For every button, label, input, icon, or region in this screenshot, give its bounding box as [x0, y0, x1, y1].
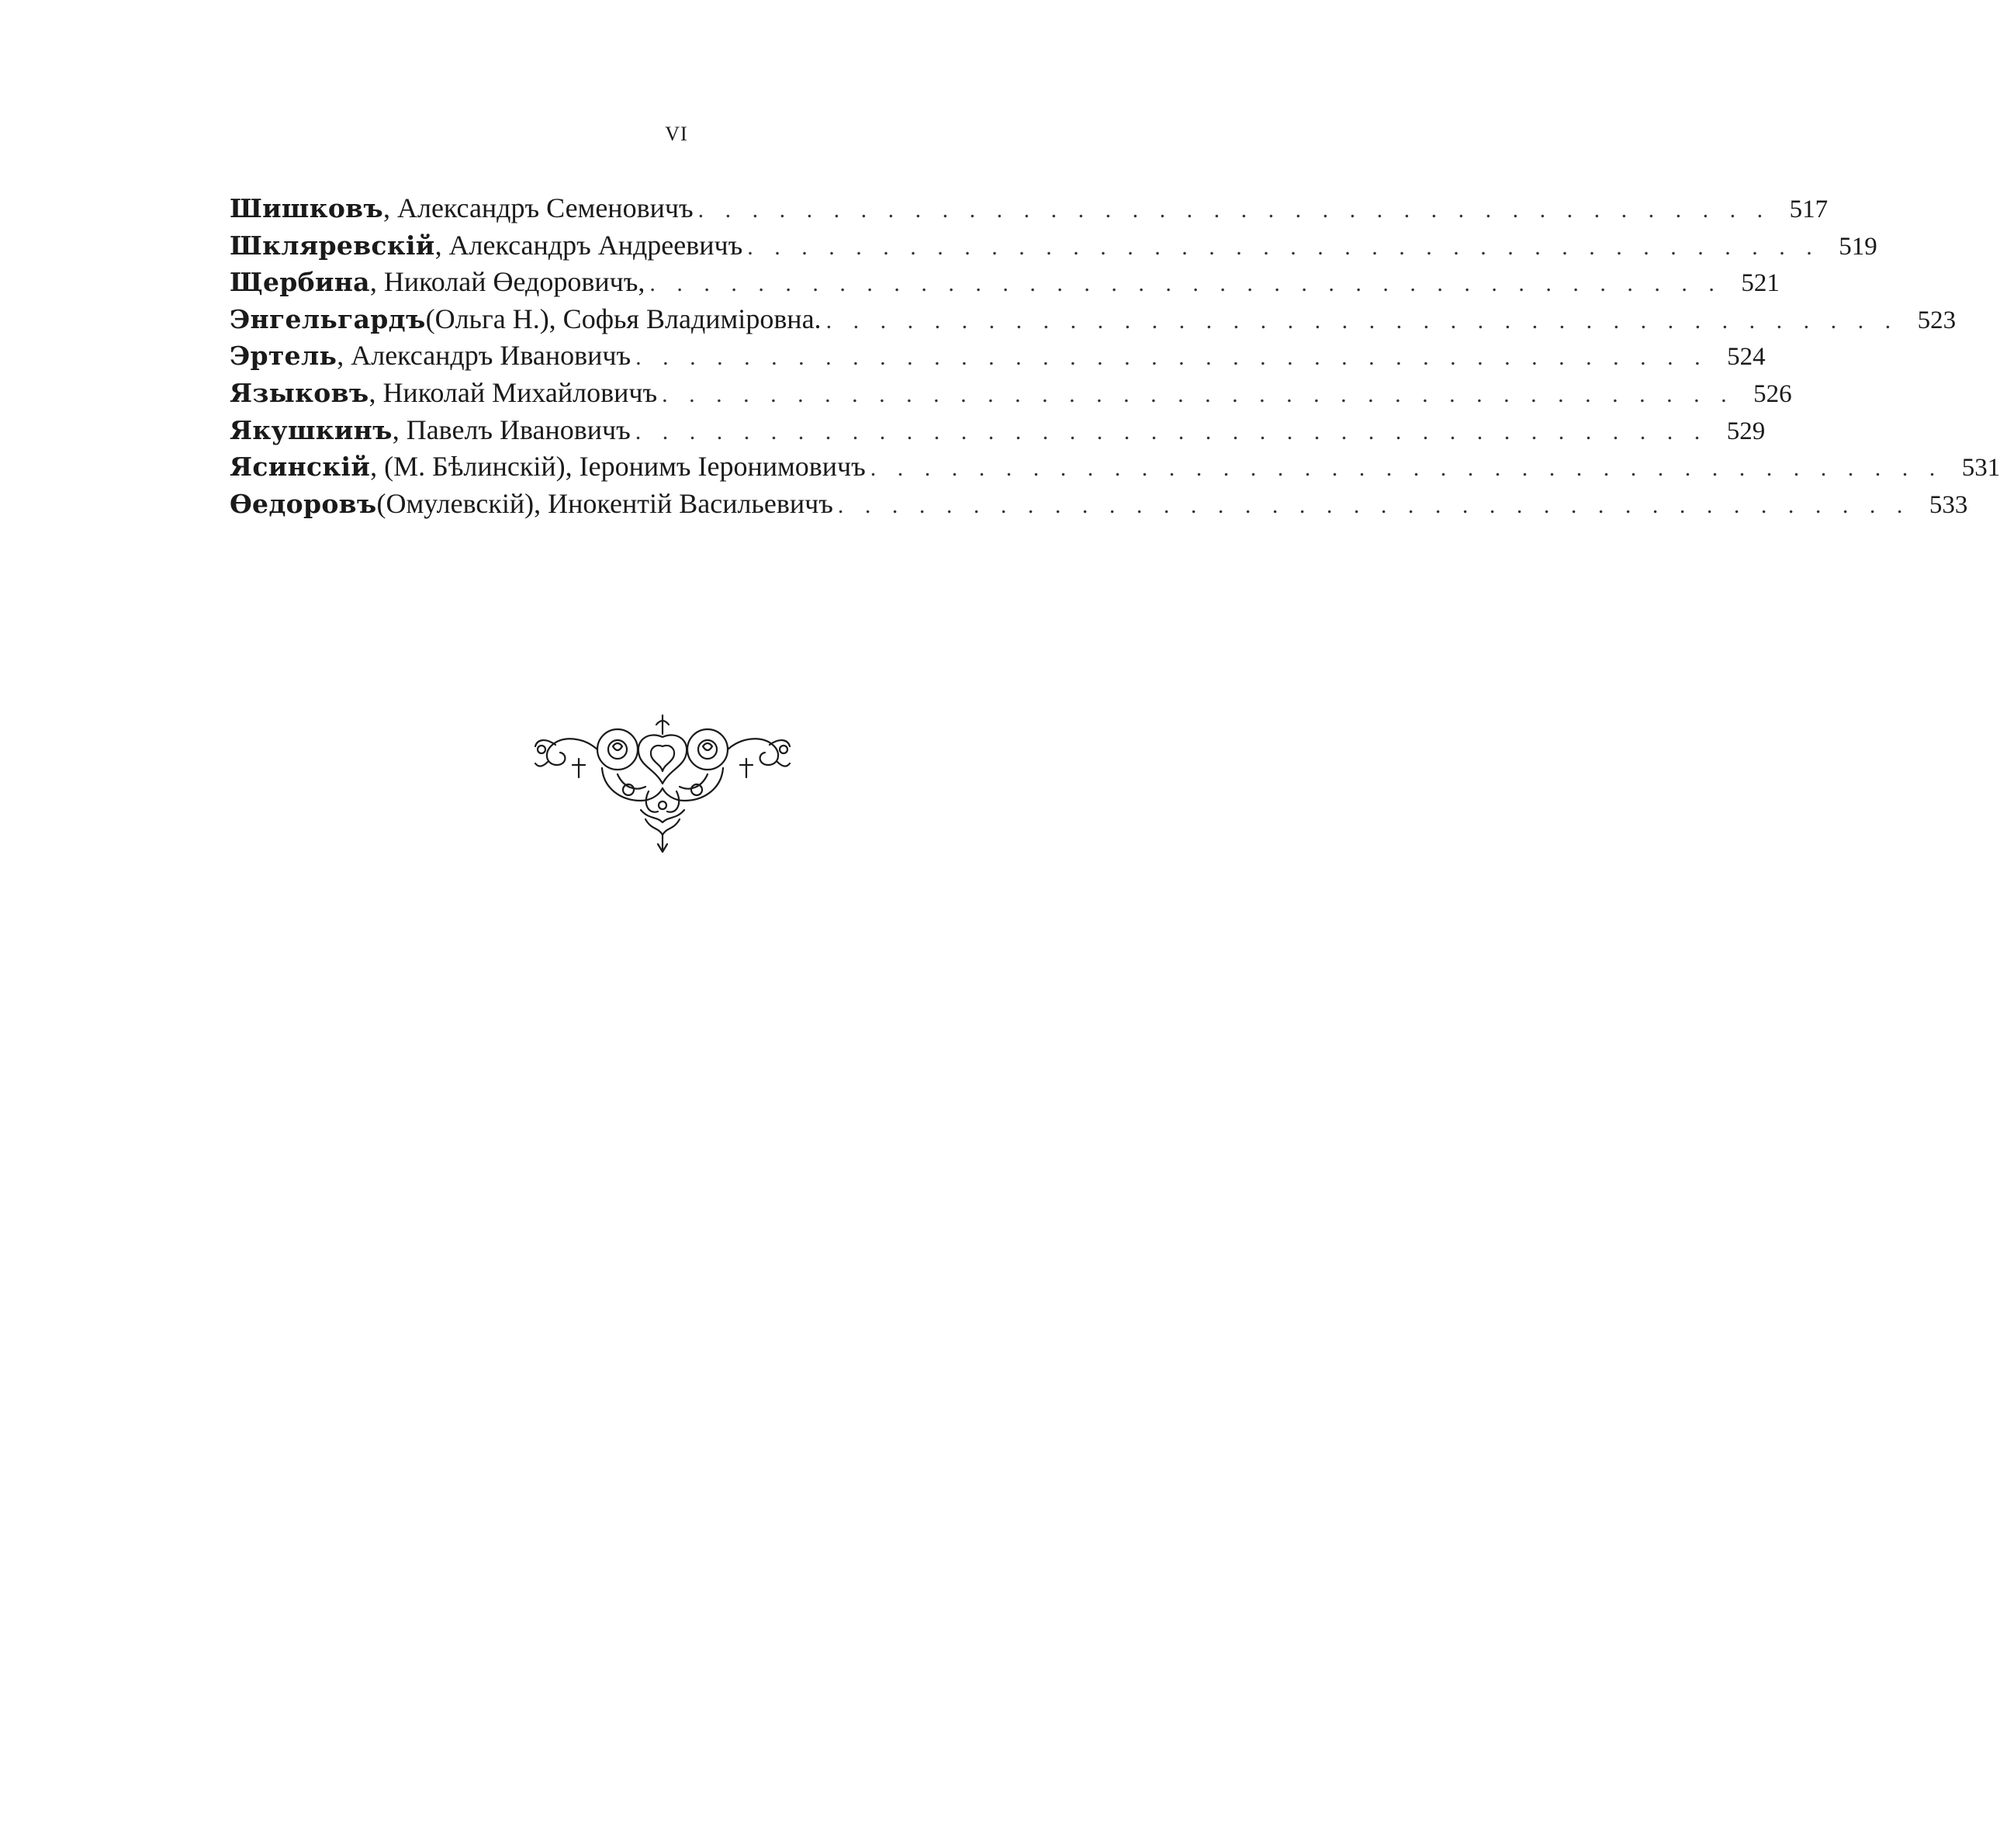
toc-author-given-names: , Павелъ Ивановичъ — [392, 414, 631, 445]
toc-entry — [230, 227, 1877, 265]
toc-page-number: 519 — [1839, 232, 1877, 261]
toc-entry — [230, 301, 1957, 338]
toc-leader-dots: . . . . . . . . . . . . . . . . . . . . . . . . . . . . . . . . . . . . . . . . — [837, 492, 1911, 518]
toc-author-surname: Якушкинъ — [230, 414, 393, 445]
toc-page-number: 529 — [1726, 417, 1766, 445]
table-of-contents — [230, 190, 2000, 522]
toc-leader-dots: . . . . . . . . . . . . . . . . . . . . . . . . . . . . . . . . . . . . . . . . — [635, 418, 1708, 445]
toc-entry — [230, 337, 1766, 375]
toc-author-surname: Ясинскій — [230, 452, 371, 483]
toc-entry — [230, 486, 1968, 523]
toc-author-given-names: , Николай Өедоровичъ, — [369, 266, 645, 298]
toc-author-given-names: , Александръ Андреевичъ — [434, 229, 743, 261]
toc-leader-dots: . . . . . . . . . . . . . . . . . . . . . . . . . . . . . . . . . . . . . . . . — [870, 455, 1943, 482]
toc-author-given-names: , Александръ Ивановичъ — [337, 340, 631, 372]
floral-ornament-icon — [532, 714, 793, 853]
toc-leader-dots: . . . . . . . . . . . . . . . . . . . . . . . . . . . . . . . . . . . . . . . . — [649, 271, 1722, 297]
toc-leader-dots: . . . . . . . . . . . . . . . . . . . . . . . . . . . . . . . . . . . . . . . . — [747, 234, 1820, 260]
toc-page-number: 523 — [1917, 306, 1957, 334]
toc-page-number: 526 — [1753, 379, 1792, 408]
toc-author-given-names: , (М. Бѣлинскій), Іеронимъ Іеронимовичъ — [370, 451, 866, 483]
page-number: VI — [665, 123, 688, 145]
toc-author-given-names: (Омулевскій), Инокентій Васильевичъ — [376, 487, 833, 519]
toc-leader-dots: . . . . . . . . . . . . . . . . . . . . . . . . . . . . . . . . . . . . . . . . — [825, 307, 1899, 334]
toc-page-number: 531 — [1961, 454, 2000, 483]
toc-page-number: 517 — [1789, 196, 1829, 223]
toc-author-given-names: , Александръ Семеновичъ — [382, 192, 694, 223]
toc-entry — [230, 375, 1792, 412]
toc-author-surname: Өедоровъ — [230, 488, 377, 519]
toc-author-surname: Языковъ — [230, 377, 369, 408]
toc-page-number: 533 — [1929, 490, 1968, 519]
toc-author-surname: Шкляревскій — [230, 230, 435, 261]
toc-entry — [230, 190, 1829, 227]
toc-author-given-names: (Ольга Н.), Софья Владиміровна. — [425, 303, 822, 334]
toc-leader-dots: . . . . . . . . . . . . . . . . . . . . . . . . . . . . . . . . . . . . . . . . — [697, 197, 1771, 223]
toc-entry — [230, 448, 2000, 486]
toc-author-surname: Энгельгардъ — [230, 303, 426, 334]
toc-author-surname: Щербина — [230, 267, 370, 298]
toc-author-surname: Шишковъ — [230, 193, 383, 223]
toc-author-given-names: , Николай Михайловичъ — [369, 376, 658, 408]
toc-entry — [230, 412, 1766, 449]
toc-entry — [230, 264, 1780, 301]
toc-leader-dots: . . . . . . . . . . . . . . . . . . . . . . . . . . . . . . . . . . . . . . . . — [635, 344, 1708, 371]
toc-page-number: 521 — [1741, 269, 1780, 298]
toc-leader-dots: . . . . . . . . . . . . . . . . . . . . . . . . . . . . . . . . . . . . . . . . — [662, 381, 1735, 407]
toc-page-number: 524 — [1727, 343, 1766, 372]
toc-author-surname: Эртель — [230, 341, 337, 372]
